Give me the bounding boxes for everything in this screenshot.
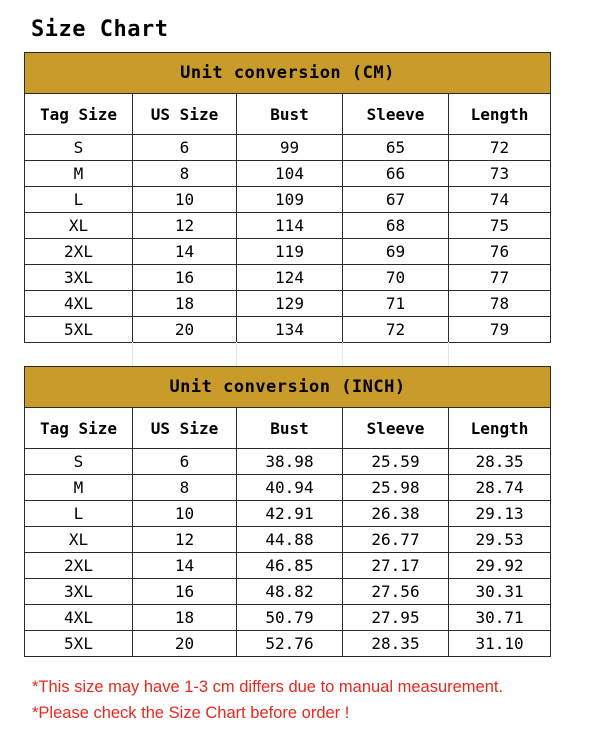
column-header: US Size: [133, 408, 237, 449]
table-cell: L: [25, 187, 133, 213]
column-header: Sleeve: [343, 408, 449, 449]
table-cell: 5XL: [25, 317, 133, 343]
table-cell: 18: [133, 605, 237, 631]
table-cell: 25.98: [343, 475, 449, 501]
table-cell: 114: [237, 213, 343, 239]
table-cell: XL: [25, 527, 133, 553]
table-cell: 27.17: [343, 553, 449, 579]
column-header: Bust: [237, 94, 343, 135]
column-header: Sleeve: [343, 94, 449, 135]
table-cell: 28.35: [343, 631, 449, 657]
table-cell: 2XL: [25, 239, 133, 265]
column-header: Length: [449, 94, 551, 135]
table-cell: 134: [237, 317, 343, 343]
inch-table-caption: Unit conversion (INCH): [25, 367, 551, 408]
column-header: Tag Size: [25, 94, 133, 135]
table-cell: 4XL: [25, 291, 133, 317]
table-cell: 73: [449, 161, 551, 187]
table-cell: 40.94: [237, 475, 343, 501]
table-row: [25, 239, 551, 265]
cm-table-caption: Unit conversion (CM): [25, 53, 551, 94]
column-header: Bust: [237, 408, 343, 449]
table-cell: 29.13: [449, 501, 551, 527]
table-cell: 79: [449, 317, 551, 343]
table-cell: 3XL: [25, 579, 133, 605]
table-cell: 4XL: [25, 605, 133, 631]
table-row: [25, 161, 551, 187]
grid-line: [236, 342, 237, 366]
table-cell: 72: [343, 317, 449, 343]
table-cell: 99: [237, 135, 343, 161]
table-cell: 30.31: [449, 579, 551, 605]
grid-line: [448, 342, 449, 366]
table-cell: 10: [133, 501, 237, 527]
grid-line: [132, 342, 133, 366]
table-cell: 70: [343, 265, 449, 291]
table-row: [25, 213, 551, 239]
table-cell: 46.85: [237, 553, 343, 579]
table-cell: 104: [237, 161, 343, 187]
table-cell: 20: [133, 317, 237, 343]
table-cell: 68: [343, 213, 449, 239]
table-row: [25, 475, 551, 501]
page-title: Size Chart: [31, 17, 169, 42]
table-cell: M: [25, 475, 133, 501]
table-spacer: [24, 342, 550, 366]
table-cell: 28.74: [449, 475, 551, 501]
column-header: Tag Size: [25, 408, 133, 449]
table-cell: 6: [133, 135, 237, 161]
table-cell: 42.91: [237, 501, 343, 527]
inch-header-row: [25, 408, 551, 449]
table-row: [25, 291, 551, 317]
table-row: [25, 187, 551, 213]
table-cell: 44.88: [237, 527, 343, 553]
table-row: [25, 449, 551, 475]
table-cell: L: [25, 501, 133, 527]
table-cell: 8: [133, 475, 237, 501]
cm-header-row: [25, 94, 551, 135]
table-cell: 119: [237, 239, 343, 265]
table-cell: 75: [449, 213, 551, 239]
table-cell: XL: [25, 213, 133, 239]
table-cell: 78: [449, 291, 551, 317]
table-cell: 3XL: [25, 265, 133, 291]
measurement-note: *This size may have 1-3 cm differs due to manual measurement.: [32, 678, 504, 696]
cm-size-table: [24, 52, 551, 343]
table-cell: 26.38: [343, 501, 449, 527]
table-cell: 67: [343, 187, 449, 213]
inch-size-table: [24, 366, 551, 657]
table-cell: 76: [449, 239, 551, 265]
table-cell: 14: [133, 553, 237, 579]
table-cell: 69: [343, 239, 449, 265]
table-cell: 66: [343, 161, 449, 187]
table-cell: 14: [133, 239, 237, 265]
table-cell: 109: [237, 187, 343, 213]
table-cell: 29.53: [449, 527, 551, 553]
table-cell: 28.35: [449, 449, 551, 475]
table-cell: 10: [133, 187, 237, 213]
table-row: [25, 135, 551, 161]
table-cell: 71: [343, 291, 449, 317]
table-cell: 27.95: [343, 605, 449, 631]
table-cell: M: [25, 161, 133, 187]
table-cell: 2XL: [25, 553, 133, 579]
table-cell: 48.82: [237, 579, 343, 605]
table-row: [25, 605, 551, 631]
column-header: Length: [449, 408, 551, 449]
table-cell: 16: [133, 265, 237, 291]
table-cell: 50.79: [237, 605, 343, 631]
table-cell: 12: [133, 527, 237, 553]
table-row: [25, 501, 551, 527]
check-chart-note: *Please check the Size Chart before order !: [32, 704, 350, 722]
table-cell: 25.59: [343, 449, 449, 475]
table-cell: 77: [449, 265, 551, 291]
table-row: [25, 265, 551, 291]
grid-line: [342, 342, 343, 366]
table-cell: 20: [133, 631, 237, 657]
table-cell: 124: [237, 265, 343, 291]
table-cell: 26.77: [343, 527, 449, 553]
table-row: [25, 579, 551, 605]
table-row: [25, 317, 551, 343]
table-cell: 6: [133, 449, 237, 475]
table-cell: S: [25, 135, 133, 161]
table-row: [25, 553, 551, 579]
table-cell: 16: [133, 579, 237, 605]
table-cell: 65: [343, 135, 449, 161]
table-cell: S: [25, 449, 133, 475]
table-cell: 38.98: [237, 449, 343, 475]
table-cell: 74: [449, 187, 551, 213]
table-cell: 12: [133, 213, 237, 239]
table-cell: 18: [133, 291, 237, 317]
table-row: [25, 527, 551, 553]
table-cell: 31.10: [449, 631, 551, 657]
table-cell: 29.92: [449, 553, 551, 579]
table-cell: 8: [133, 161, 237, 187]
column-header: US Size: [133, 94, 237, 135]
table-cell: 30.71: [449, 605, 551, 631]
table-cell: 27.56: [343, 579, 449, 605]
table-cell: 52.76: [237, 631, 343, 657]
table-cell: 5XL: [25, 631, 133, 657]
table-cell: 72: [449, 135, 551, 161]
table-row: [25, 631, 551, 657]
table-cell: 129: [237, 291, 343, 317]
